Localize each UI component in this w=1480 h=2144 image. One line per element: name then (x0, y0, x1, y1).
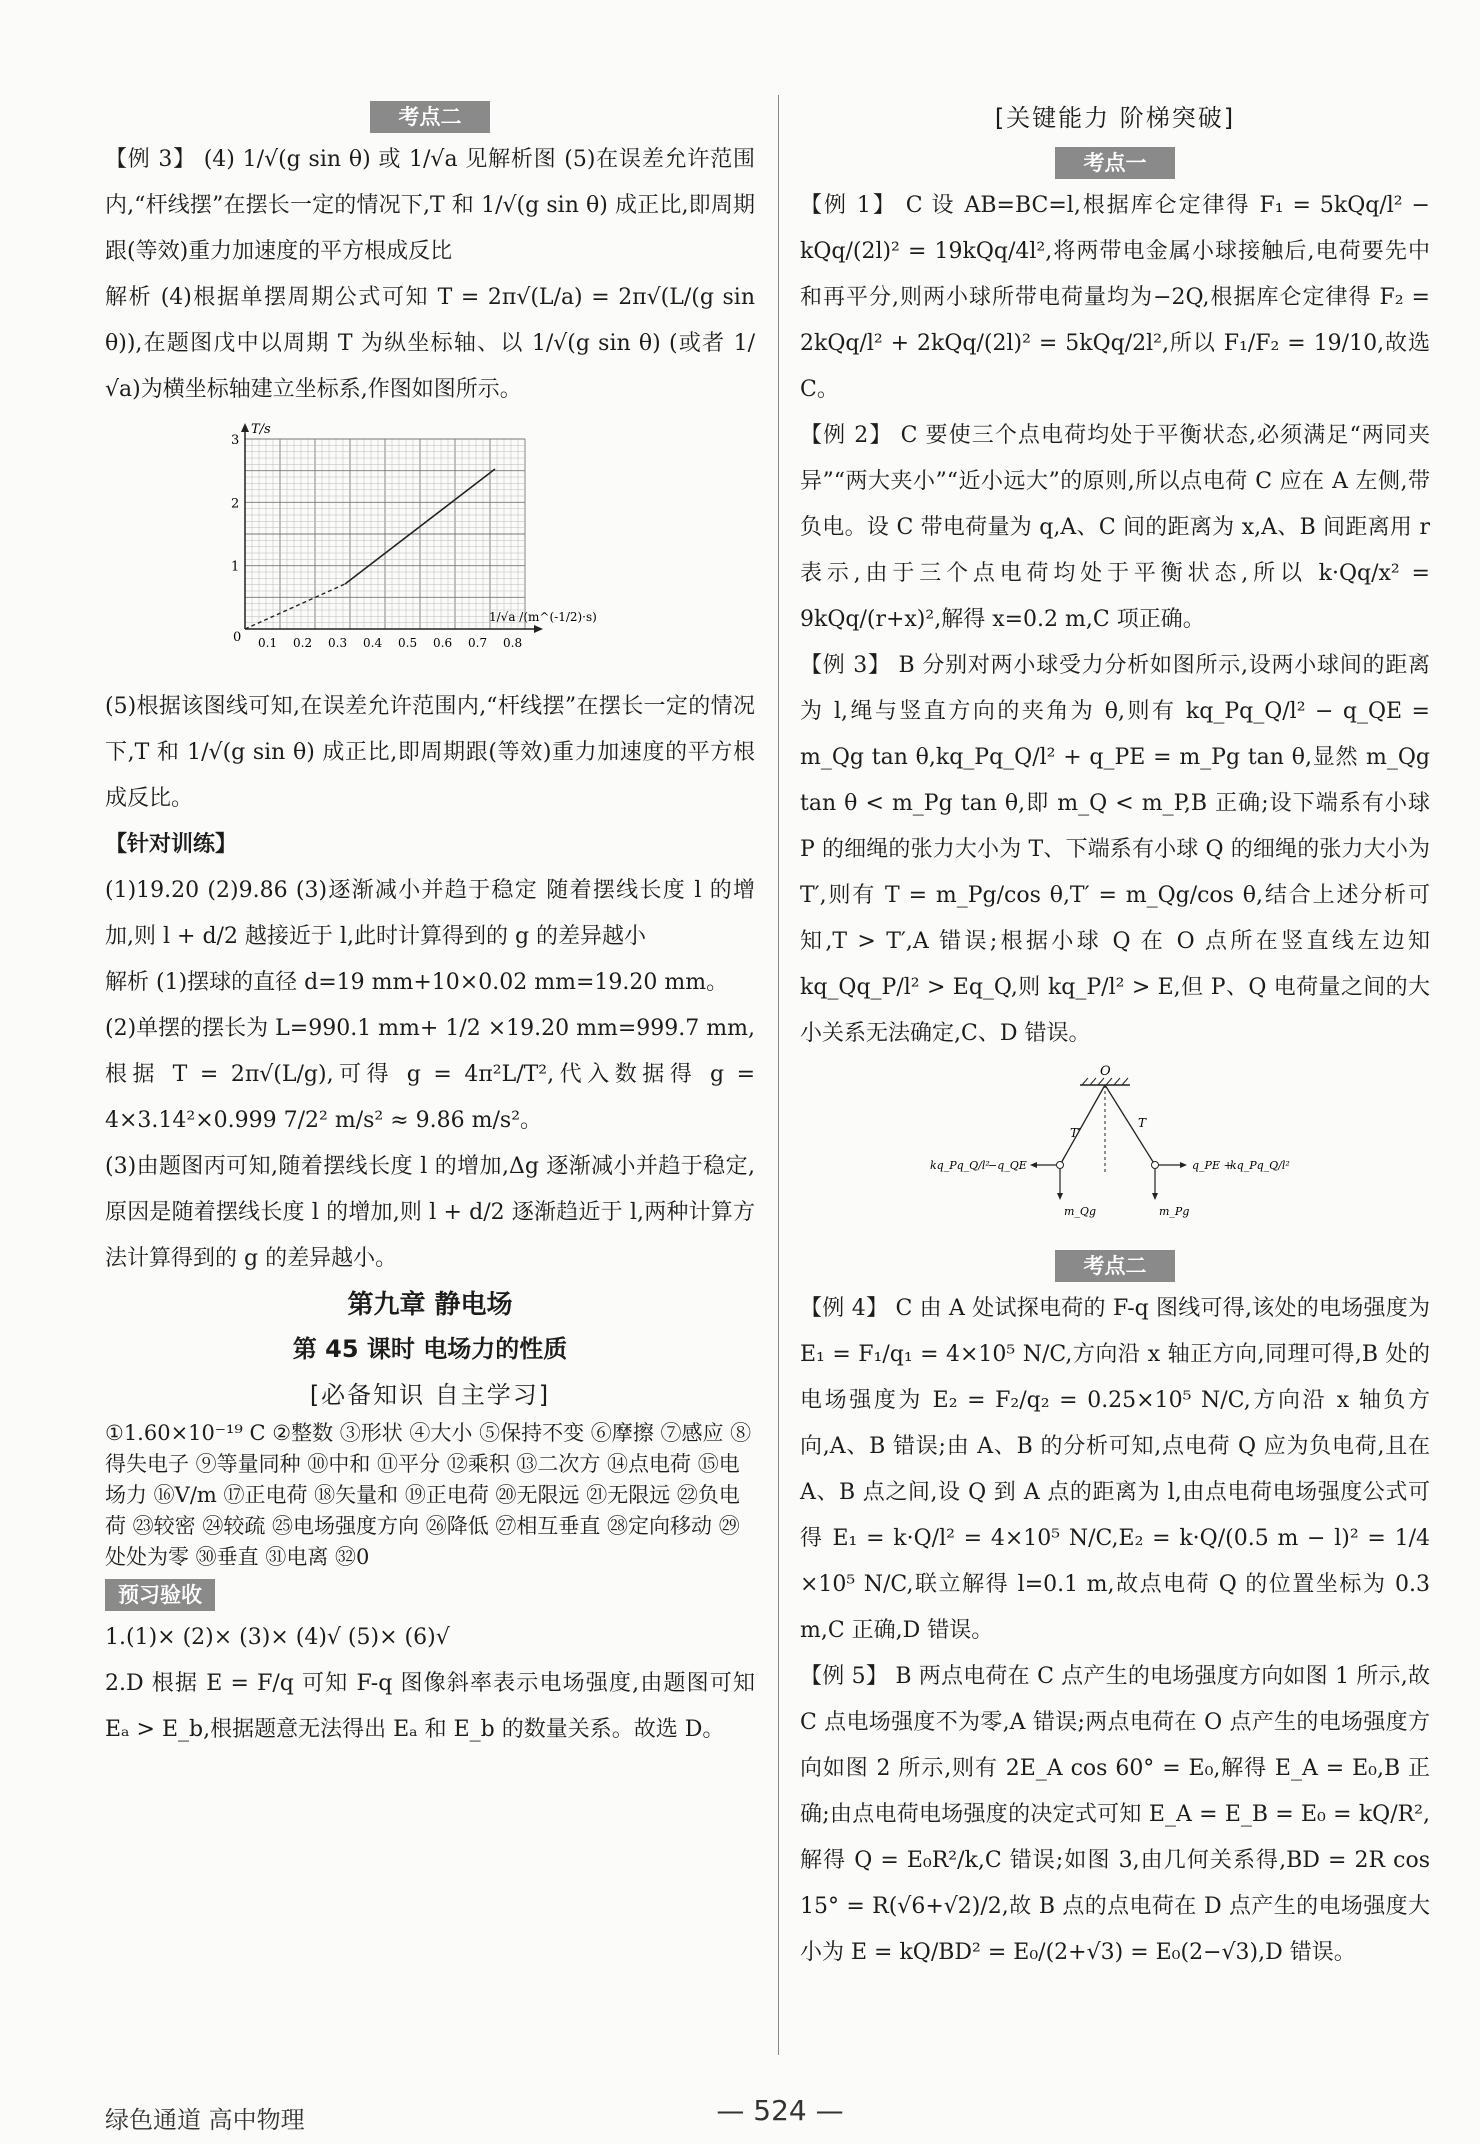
ceiling-hatch (1082, 1078, 1128, 1085)
r-example3: 【例 3】 B 分别对两小球受力分析如图所示,设两小球间的距离为 l,绳与竖直方向的夹角为 θ,则有 kq_Pq_Q/l² − q_QE = m_Qg tan θ,kq_Pq_Q/l² + q_PE = m_Pg tan θ,显然 m_Qg tan θ < m_Pg tan θ,即 m_Q < m_P,B 正确;设下端系有小球 P 的细绳的张力大小为 T、下端系有小球 Q 的细绳的张力大小为 T′,则有 T = m_Pg/cos θ,T′ = m_Qg/cos θ,结合上述分析可知,T > T′,A 错误;根据小球 Q 在 O 点所在竖直线左边知 kq_Qq_P/l² > Eq_Q,则 kq_P/l² > E,但 P、Q 电荷量之间的大小关系无法确定,C、D 错误。 (800, 653, 1430, 1046)
section-tag-kaodian1: 考点一 (1055, 147, 1175, 179)
point-o-label: O (1100, 1064, 1111, 1079)
tension-t-prime: T′ (1070, 1126, 1081, 1140)
tension-t: T (1138, 1116, 1147, 1130)
r-example1: 【例 1】 C 设 AB=BC=l,根据库仑定律得 F₁ = 5kQq/l² − kQq/(2l)² = 19kQq/4l²,将两带电金属小球接触后,电荷要先中和再平分,则两小球所带电荷量均为−2Q,根据库仑定律得 F₂ = 2kQq/l² + 2kQq/(2l)² = 5kQq/2l²,所以 F₁/F₂ = 19/10,故选 C。 (800, 193, 1430, 402)
x-tick-label: 0.2 (293, 636, 313, 650)
arrow-mqg-head (1057, 1193, 1063, 1200)
right-e-label: q_PE + (1192, 1159, 1233, 1172)
graph-yticks (231, 433, 239, 575)
arrow-left-head (1030, 1162, 1037, 1168)
y-tick-label: 2 (231, 496, 240, 512)
rope-p (1105, 1085, 1155, 1165)
guanjian-title: [关键能力 阶梯突破] (994, 104, 1236, 132)
y-tick-label: 1 (231, 559, 240, 575)
x-tick-label: 0.3 (328, 636, 348, 650)
right-coulomb-label: kq_Pq_Q/l² (1230, 1159, 1290, 1172)
ball-q (1057, 1162, 1064, 1169)
graph-xlabel: 1/√a /(m^(-1/2)·s) (489, 610, 597, 624)
preview-answer-2: 2.D 根据 E = F/q 可知 F-q 图像斜率表示电场强度,由题图可知 Eₐ > E_b,根据题意无法得出 Eₐ 和 E_b 的数量关系。故选 D。 (105, 1671, 755, 1742)
graph-ylabel: T/s (251, 422, 271, 437)
y-tick-label: 3 (231, 433, 240, 448)
arrow-mpg-head (1152, 1193, 1158, 1200)
period-graph-svg (205, 419, 597, 659)
x-tick-label: 0.7 (468, 636, 488, 650)
left-e-label: −q_QE (988, 1159, 1027, 1172)
left-column (105, 95, 755, 2064)
force-diagram (930, 1065, 1430, 1242)
x-tick-label: 0.5 (398, 636, 418, 650)
lesson-title: 第 45 课时 电场力的性质 (292, 1335, 568, 1363)
fill-in-answers: ①1.60×10⁻¹⁹ C ②整数 ③形状 ④大小 ⑤保持不变 ⑥摩擦 ⑦感应 ⑧得失电子 ⑨等量同种 ⑩中和 ⑪平分 ⑫乘积 ⑬二次方 ⑭点电荷 ⑮电场力 ⑯V/m ⑰正电荷 ⑱矢量和 ⑲正电荷 ⑳无限远 ㉑无限远 ㉒负电荷 ㉓较密 ㉔较疏 ㉕电场强度方向 ㉖降低 ㉗相互垂直 ㉘定向移动 ㉙处处为零 ㉚垂直 ㉛电离 ㉜0 (105, 1421, 752, 1569)
zhendui-title: 【针对训练】 (105, 832, 238, 857)
force-diagram-svg (930, 1065, 1290, 1225)
x-tick-label: 0.8 (503, 636, 523, 650)
y-axis-arrow (241, 423, 249, 432)
right-column (800, 95, 1430, 2064)
x-tick-label: 0.4 (363, 636, 383, 650)
zhendui-analysis-3: (3)由题图丙可知,随着摆线长度 l 的增加,Δg 逐渐减小并趋于稳定,原因是随着摆线长度 l 的增加,则 l + d/2 逐渐趋近于 l,两种计算方法计算得到的 g 的差异越小。 (105, 1154, 755, 1271)
section-tag-yuxi: 预习验收 (105, 1579, 215, 1611)
zhendui-answer: (1)19.20 (2)9.86 (3)逐渐减小并趋于稳定 随着摆线长度 l 的增加,则 l + d/2 越接近于 l,此时计算得到的 g 的差异越小 (105, 878, 755, 949)
section-tag-kaodian2: 考点二 (370, 101, 490, 133)
r-example5: 【例 5】 B 两点电荷在 C 点产生的电场强度方向如图 1 所示,故 C 点电场强度不为零,A 错误;两点电荷在 O 点产生的电场强度方向如图 2 所示,则有 2E_A cos 60° = E₀,解得 E_A = E₀,B 正确;由点电荷电场强度的决定式可知 E_A = E_B = E₀ = kQ/R²,解得 Q = E₀R²/k,C 错误;如图 3,由几何关系得,BD = 2R cos 15° = R(√6+√2)/2,故 B 点的点电荷在 D 点产生的电场强度大小为 E = kQ/BD² = E₀/(2+√3) = E₀(2−√3),D 错误。 (800, 1664, 1430, 1965)
section-tag-kaodian2-right: 考点二 (1055, 1250, 1175, 1282)
zhendui-analysis-2: (2)单摆的摆长为 L=990.1 mm+ 1/2 ×19.20 mm=999.7 mm,根据 T = 2π√(L/g),可得 g = 4π²L/T²,代入数据得 g = 4×3.14²×0.999 7/2² m/s² ≈ 9.86 m/s²。 (105, 1016, 755, 1133)
r-example4: 【例 4】 C 由 A 处试探电荷的 F-q 图线可得,该处的电场强度为 E₁ = F₁/q₁ = 4×10⁵ N/C,方向沿 x 轴正方向,同理可得,B 处的电场强度为 E₂ = F₂/q₂ = 0.25×10⁵ N/C,方向沿 x 轴负方向,A、B 错误;由 A、B 的分析可知,点电荷 Q 应为负电荷,且在 A、B 点之间,设 Q 到 A 点的距离为 l,由点电荷电场强度公式可得 E₁ = k·Q/l² = 4×10⁵ N/C,E₂ = k·Q/(0.5 m − l)² = 1/4 ×10⁵ N/C,联立解得 l=0.1 m,故点电荷 Q 的位置坐标为 0.3 m,C 正确,D 错误。 (800, 1296, 1430, 1643)
zhendui-analysis-1: 解析 (1)摆球的直径 d=19 mm+10×0.02 mm=19.20 mm。 (105, 970, 729, 995)
example3-analysis: 解析 (4)根据单摆周期公式可知 T = 2π√(L/a) = 2π√(L/(g sin θ)),在题图戊中以周期 T 为纵坐标轴、以 1/√(g sin θ) (或者 1/√a)为横坐标轴建立坐标系,作图如图所示。 (105, 285, 755, 402)
ball-p (1152, 1162, 1159, 1169)
column-divider (778, 95, 779, 2055)
footer-book-title: 绿色通道 高中物理 (105, 2106, 305, 2134)
left-coulomb-label: kq_Pq_Q/l² (930, 1159, 990, 1172)
x-tick-label: 0.6 (433, 636, 453, 650)
x-axis-arrow (534, 625, 543, 633)
period-graph (205, 419, 755, 676)
chapter-title: 第九章 静电场 (347, 1290, 513, 1320)
preview-answer-1: 1.(1)× (2)× (3)× (4)√ (5)× (6)√ (105, 1625, 450, 1650)
graph-origin: 0 (233, 630, 242, 645)
arrow-right-head (1180, 1162, 1187, 1168)
example3-answer: 【例 3】 (4) 1/√(g sin θ) 或 1/√a 见解析图 (5)在误差允许范围内,“杆线摆”在摆长一定的情况下,T 和 1/√(g sin θ) 成正比,即周期跟(等效)重力加速度的平方根成反比 (105, 147, 755, 264)
x-tick-label: 0.1 (258, 636, 278, 650)
bibei-title: [必备知识 自主学习] (309, 1381, 551, 1409)
page-number: — 524 — (716, 2094, 844, 2127)
r-example2: 【例 2】 C 要使三个点电荷均处于平衡状态,必须满足“两同夹异”“两大夹小”“近小远大”的原则,所以点电荷 C 应在 A 左侧,带负电。设 C 带电荷量为 q,A、C 间的距离为 x,A、B 间距离用 r 表示,由于三个点电荷均处于平衡状态,所以 k·Qq/x² = 9kQq/(r+x)²,解得 x=0.2 m,C 项正确。 (800, 423, 1430, 632)
graph-grid (245, 439, 525, 629)
mqg-label: m_Qg (1064, 1205, 1096, 1218)
mpg-label: m_Pg (1159, 1205, 1190, 1218)
graph-xticks (258, 636, 522, 650)
rope-q (1060, 1085, 1105, 1165)
example3-conclusion: (5)根据该图线可知,在误差允许范围内,“杆线摆”在摆长一定的情况下,T 和 1/√(g sin θ) 成正比,即周期跟(等效)重力加速度的平方根成反比。 (105, 694, 755, 811)
